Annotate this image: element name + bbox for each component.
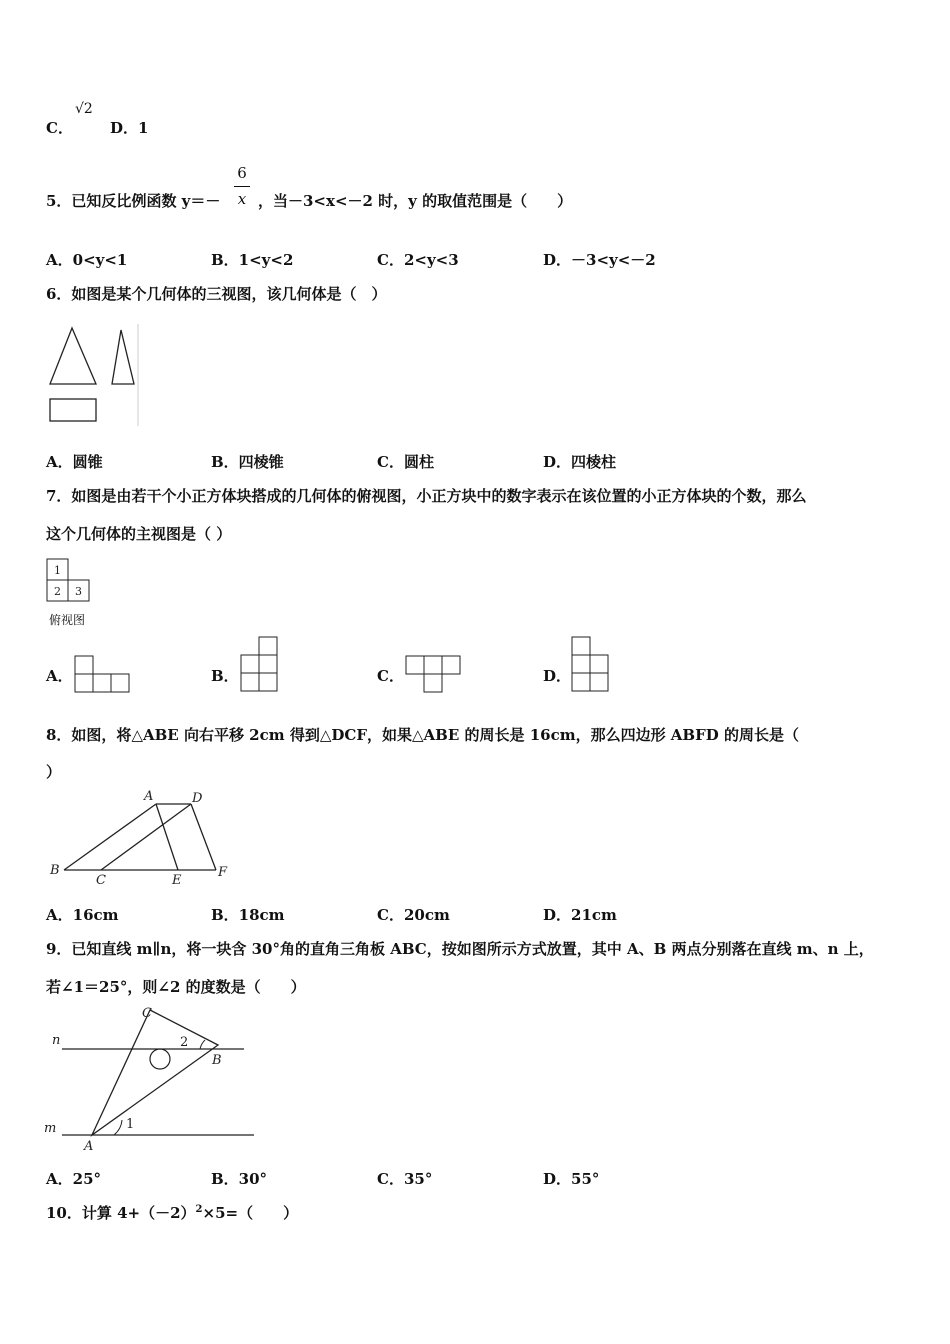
point-label-e: E bbox=[172, 873, 182, 888]
triangle-abc bbox=[92, 1010, 218, 1135]
q9-parallel-lines-figure bbox=[42, 1002, 262, 1154]
right-angle-mark bbox=[150, 1049, 170, 1069]
q4-option-d: D．1 bbox=[110, 119, 149, 137]
q8-stem-line2: ） bbox=[46, 763, 62, 781]
q6-option-c: C．圆柱 bbox=[377, 453, 434, 471]
q7-option-a-label: A． bbox=[46, 667, 73, 685]
point-label-f: F bbox=[218, 865, 228, 880]
q9-option-b: B．30° bbox=[211, 1170, 268, 1188]
grid-number-3: 3 bbox=[75, 585, 82, 598]
q5-numerator: 6 bbox=[237, 164, 247, 182]
label-b: B bbox=[212, 1053, 222, 1068]
q5-stem-pre: 5．已知反比例函数 y＝－ bbox=[46, 192, 221, 210]
q10-stem bbox=[46, 1202, 298, 1223]
label-c: C bbox=[142, 1006, 152, 1021]
label-angle-1: 1 bbox=[126, 1117, 135, 1132]
angle-2-arc bbox=[200, 1040, 205, 1049]
q7-stem-line2: 这个几何体的主视图是（ ） bbox=[46, 525, 232, 543]
q7-option-a-figure bbox=[74, 655, 132, 695]
grid-number-2: 2 bbox=[54, 585, 61, 598]
q7-stem-line1: 7．如图是由若干个小正方体块搭成的几何体的俯视图，小正方块中的数字表示在该位置的小正方体块的个数，那么 bbox=[46, 487, 807, 505]
top-view-rectangle bbox=[50, 399, 96, 421]
q6-option-d: D．四棱柱 bbox=[543, 453, 617, 471]
q6-stem: 6．如图是某个几何体的三视图，该几何体是（ ） bbox=[46, 285, 387, 303]
label-a: A bbox=[84, 1139, 94, 1154]
q5-option-a: A．0<y<1 bbox=[46, 251, 128, 269]
q7-top-view-grid bbox=[46, 558, 94, 604]
point-label-b: B bbox=[50, 863, 60, 878]
q9-option-c: C．35° bbox=[377, 1170, 433, 1188]
label-n: n bbox=[52, 1033, 61, 1048]
grid-number-1: 1 bbox=[54, 564, 61, 577]
side-view-triangle bbox=[112, 330, 134, 384]
q9-option-d: D．55° bbox=[543, 1170, 600, 1188]
q5-stem-post: ，当－3<x<－2 时，y 的取值范围是（ ） bbox=[258, 192, 573, 210]
q7-caption: 俯视图 bbox=[49, 613, 86, 627]
q8-stem-line1: 8．如图，将△ABE 向右平移 2cm 得到△DCF，如果△ABE 的周长是 16cm，那么四边形 ABFD 的周长是（ bbox=[46, 726, 799, 744]
q4-option-c-value: √2 bbox=[75, 101, 93, 117]
q9-stem-line1: 9．已知直线 m∥n，将一块含 30°角的直角三角板 ABC，按如图所示方式放置，其中 A、B 两点分别落在直线 m、n 上， bbox=[46, 940, 874, 958]
q9-option-a: A．25° bbox=[46, 1170, 102, 1188]
front-view-triangle bbox=[50, 328, 96, 384]
q10-stem-post: ×5=（ ） bbox=[202, 1204, 299, 1222]
q5-option-c: C．2<y<3 bbox=[377, 251, 459, 269]
q6-option-b: B．四棱锥 bbox=[211, 453, 284, 471]
q7-option-b-figure bbox=[240, 636, 280, 694]
q7-option-d-label: D． bbox=[543, 667, 572, 685]
q10-stem-pre: 10．计算 4+（－2） bbox=[46, 1204, 196, 1222]
q6-option-a: A．圆锥 bbox=[46, 453, 103, 471]
q7-option-d-figure bbox=[571, 636, 611, 694]
label-m: m bbox=[44, 1121, 57, 1136]
q10-exponent: 2 bbox=[195, 1204, 203, 1215]
point-label-d: D bbox=[192, 791, 203, 806]
q9-stem-line2: 若∠1＝25°，则∠2 的度数是（ ） bbox=[46, 978, 306, 996]
q4-option-c-label: C． bbox=[46, 119, 73, 137]
q7-option-c-figure bbox=[405, 655, 465, 695]
point-label-a: A bbox=[144, 789, 154, 804]
q8-option-a: A．16cm bbox=[46, 906, 119, 924]
q6-three-view-figure bbox=[46, 322, 142, 428]
q5-fraction-bar bbox=[234, 186, 250, 187]
q7-option-c-label: C． bbox=[377, 667, 404, 685]
q5-denominator: x bbox=[237, 190, 247, 208]
q7-option-b-label: B． bbox=[211, 667, 239, 685]
q5-option-d: D．－3<y<－2 bbox=[543, 251, 656, 269]
q8-option-b: B．18cm bbox=[211, 906, 285, 924]
point-label-c: C bbox=[96, 873, 106, 888]
label-angle-2: 2 bbox=[180, 1035, 189, 1050]
q8-option-c: C．20cm bbox=[377, 906, 450, 924]
q5-option-b: B．1<y<2 bbox=[211, 251, 294, 269]
q8-translation-figure bbox=[46, 788, 236, 888]
q8-option-d: D．21cm bbox=[543, 906, 617, 924]
angle-1-arc bbox=[114, 1120, 122, 1135]
